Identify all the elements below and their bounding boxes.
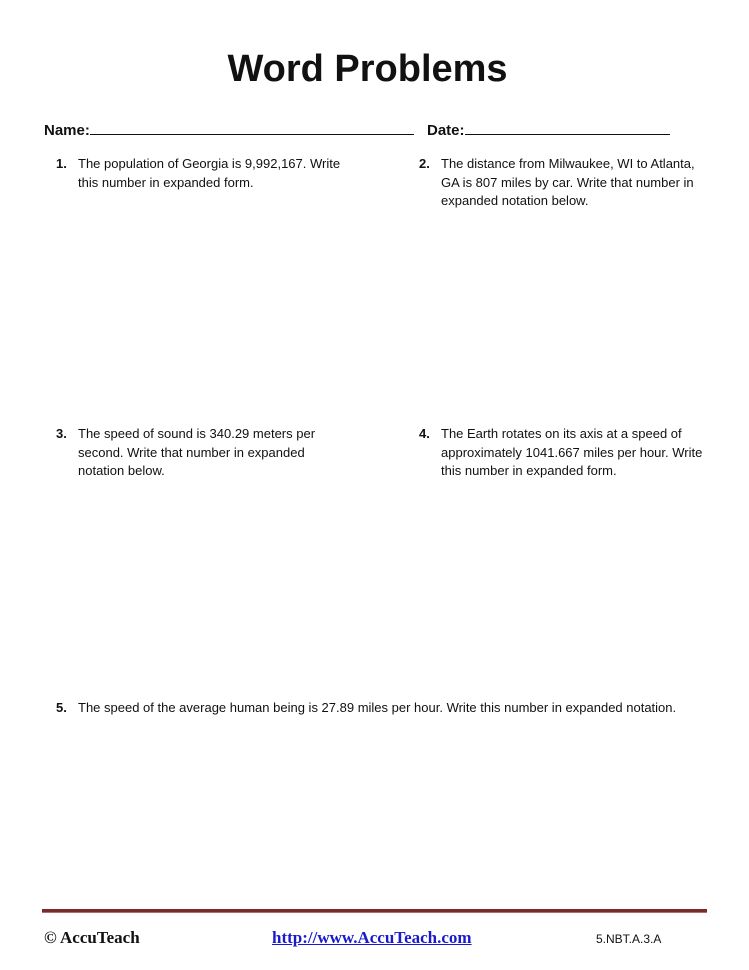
footer-standard: 5.NBT.A.3.A (596, 932, 662, 946)
footer-url-link[interactable]: http://www.AccuTeach.com (272, 928, 472, 947)
date-field[interactable] (427, 120, 670, 139)
question-4 (419, 425, 719, 481)
question-1 (56, 155, 356, 192)
question-3 (56, 425, 336, 481)
footer-copyright: © AccuTeach (44, 928, 140, 947)
question-text: The speed of sound is 340.29 meters per second. Write that number in expanded notation below. (78, 426, 316, 478)
question-number: 1. (56, 156, 67, 171)
question-text: The distance from Milwaukee, WI to Atlanta, GA is 807 miles by car. Write that number in expanded notation below. (441, 156, 695, 208)
page-title: Word Problems (227, 48, 508, 90)
question-2 (419, 155, 709, 211)
question-number: 2. (419, 156, 430, 171)
question-number: 4. (419, 426, 430, 441)
name-label: Name: (44, 122, 90, 139)
date-label: Date: (427, 122, 465, 139)
name-field[interactable] (44, 120, 414, 139)
question-number: 5. (56, 700, 67, 715)
footer-divider (42, 909, 707, 913)
question-5 (56, 699, 736, 718)
name-blank-line[interactable] (90, 120, 414, 135)
question-text: The population of Georgia is 9,992,167. Write this number in expanded form. (78, 156, 341, 190)
question-text: The Earth rotates on its axis at a speed of approximately 1041.667 miles per hour. Write this number in expanded form. (441, 426, 703, 478)
question-number: 3. (56, 426, 67, 441)
question-text: The speed of the average human being is 27.89 miles per hour. Write this number in expanded notation. (78, 700, 677, 715)
date-blank-line[interactable] (465, 120, 670, 135)
